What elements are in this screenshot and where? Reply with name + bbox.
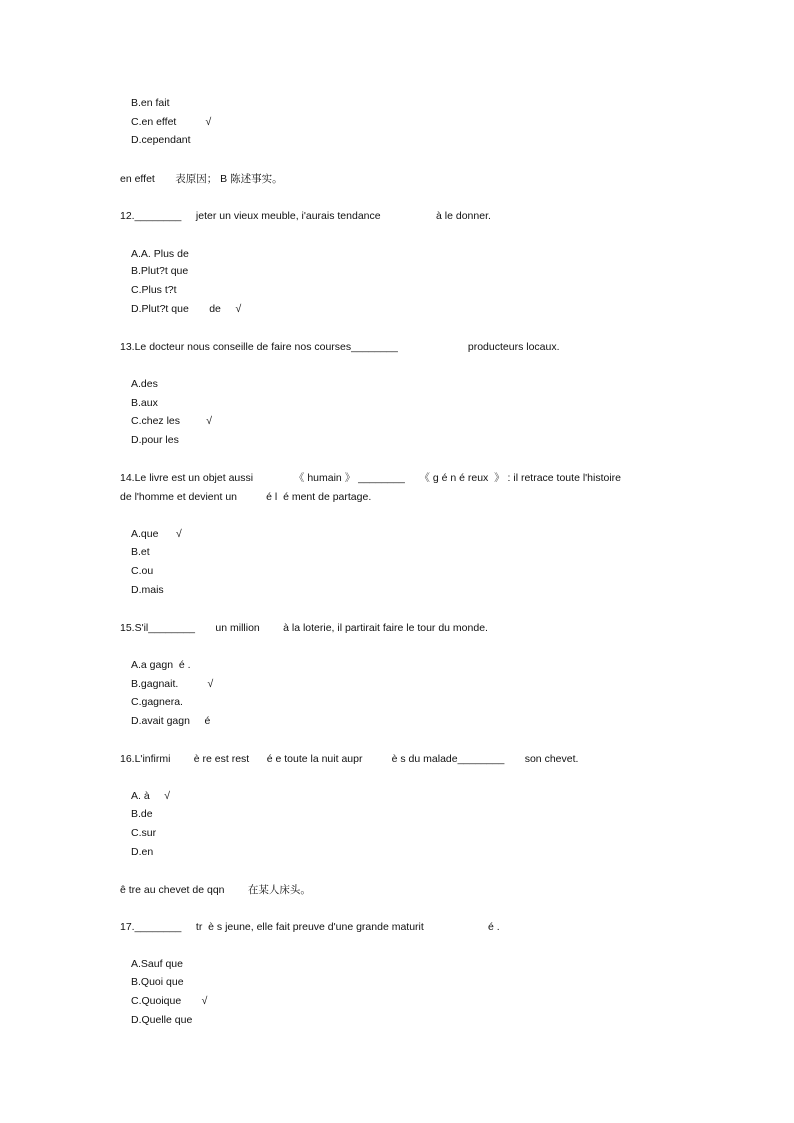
text-line: D.pour les xyxy=(131,434,179,446)
text-line: D.cependant xyxy=(131,134,191,146)
text-line: D.Plut?t que de √ xyxy=(131,303,242,315)
text-line: B.Quoi que xyxy=(131,976,184,988)
text-line: C.en effet √ xyxy=(131,116,212,128)
text-line: B.aux xyxy=(131,397,158,409)
text-line: D.Quelle que xyxy=(131,1014,193,1026)
text-line: A.a gagn é . xyxy=(131,659,191,671)
text-line: C.sur xyxy=(131,827,157,839)
text-line: C.Quoique √ xyxy=(131,995,208,1007)
text-line: C.Plus t?t xyxy=(131,284,177,296)
text-line: B.et xyxy=(131,546,150,558)
text-line: 15.S'il________ un million à la loterie, il partirait faire le tour du monde. xyxy=(120,622,488,634)
text-line: 17.________ tr è s jeune, elle fait preuve d'une grande maturit é . xyxy=(120,921,500,933)
text-line: D.en xyxy=(131,846,154,858)
text-line: B.en fait xyxy=(131,97,170,109)
text-line: en effet 表原因； B 陈述事实。 xyxy=(120,173,283,185)
text-line: A.Sauf que xyxy=(131,958,183,970)
text-line: 12.________ jeter un vieux meuble, i'aurais tendance à le donner. xyxy=(120,210,491,222)
text-line: A.A. Plus de xyxy=(131,248,189,260)
text-line: D.avait gagn é xyxy=(131,715,211,727)
text-line: B.gagnait. √ xyxy=(131,678,214,690)
text-line: B.Plut?t que xyxy=(131,265,189,277)
text-line: 13.Le docteur nous conseille de faire nos courses________ producteurs locaux. xyxy=(120,341,560,353)
text-line: C.gagnera. xyxy=(131,696,183,708)
text-line: D.mais xyxy=(131,584,164,596)
text-line: C.chez les √ xyxy=(131,415,213,427)
text-line: A. à √ xyxy=(131,790,171,802)
text-line: A.que √ xyxy=(131,528,182,540)
text-line: C.ou xyxy=(131,565,154,577)
text-line: de l'homme et devient un é l é ment de partage. xyxy=(120,491,372,503)
text-line: ê tre au chevet de qqn 在某人床头。 xyxy=(120,884,311,896)
text-line: 16.L'infirmi è re est rest é e toute la nuit aupr è s du malade________ son chevet. xyxy=(120,753,579,765)
text-line: B.de xyxy=(131,808,153,820)
text-line: A.des xyxy=(131,378,158,390)
text-line: 14.Le livre est un objet aussi 《 humain 》 ________ 《 g é n é reux 》 : il retrace toute l'histoire xyxy=(120,472,622,484)
